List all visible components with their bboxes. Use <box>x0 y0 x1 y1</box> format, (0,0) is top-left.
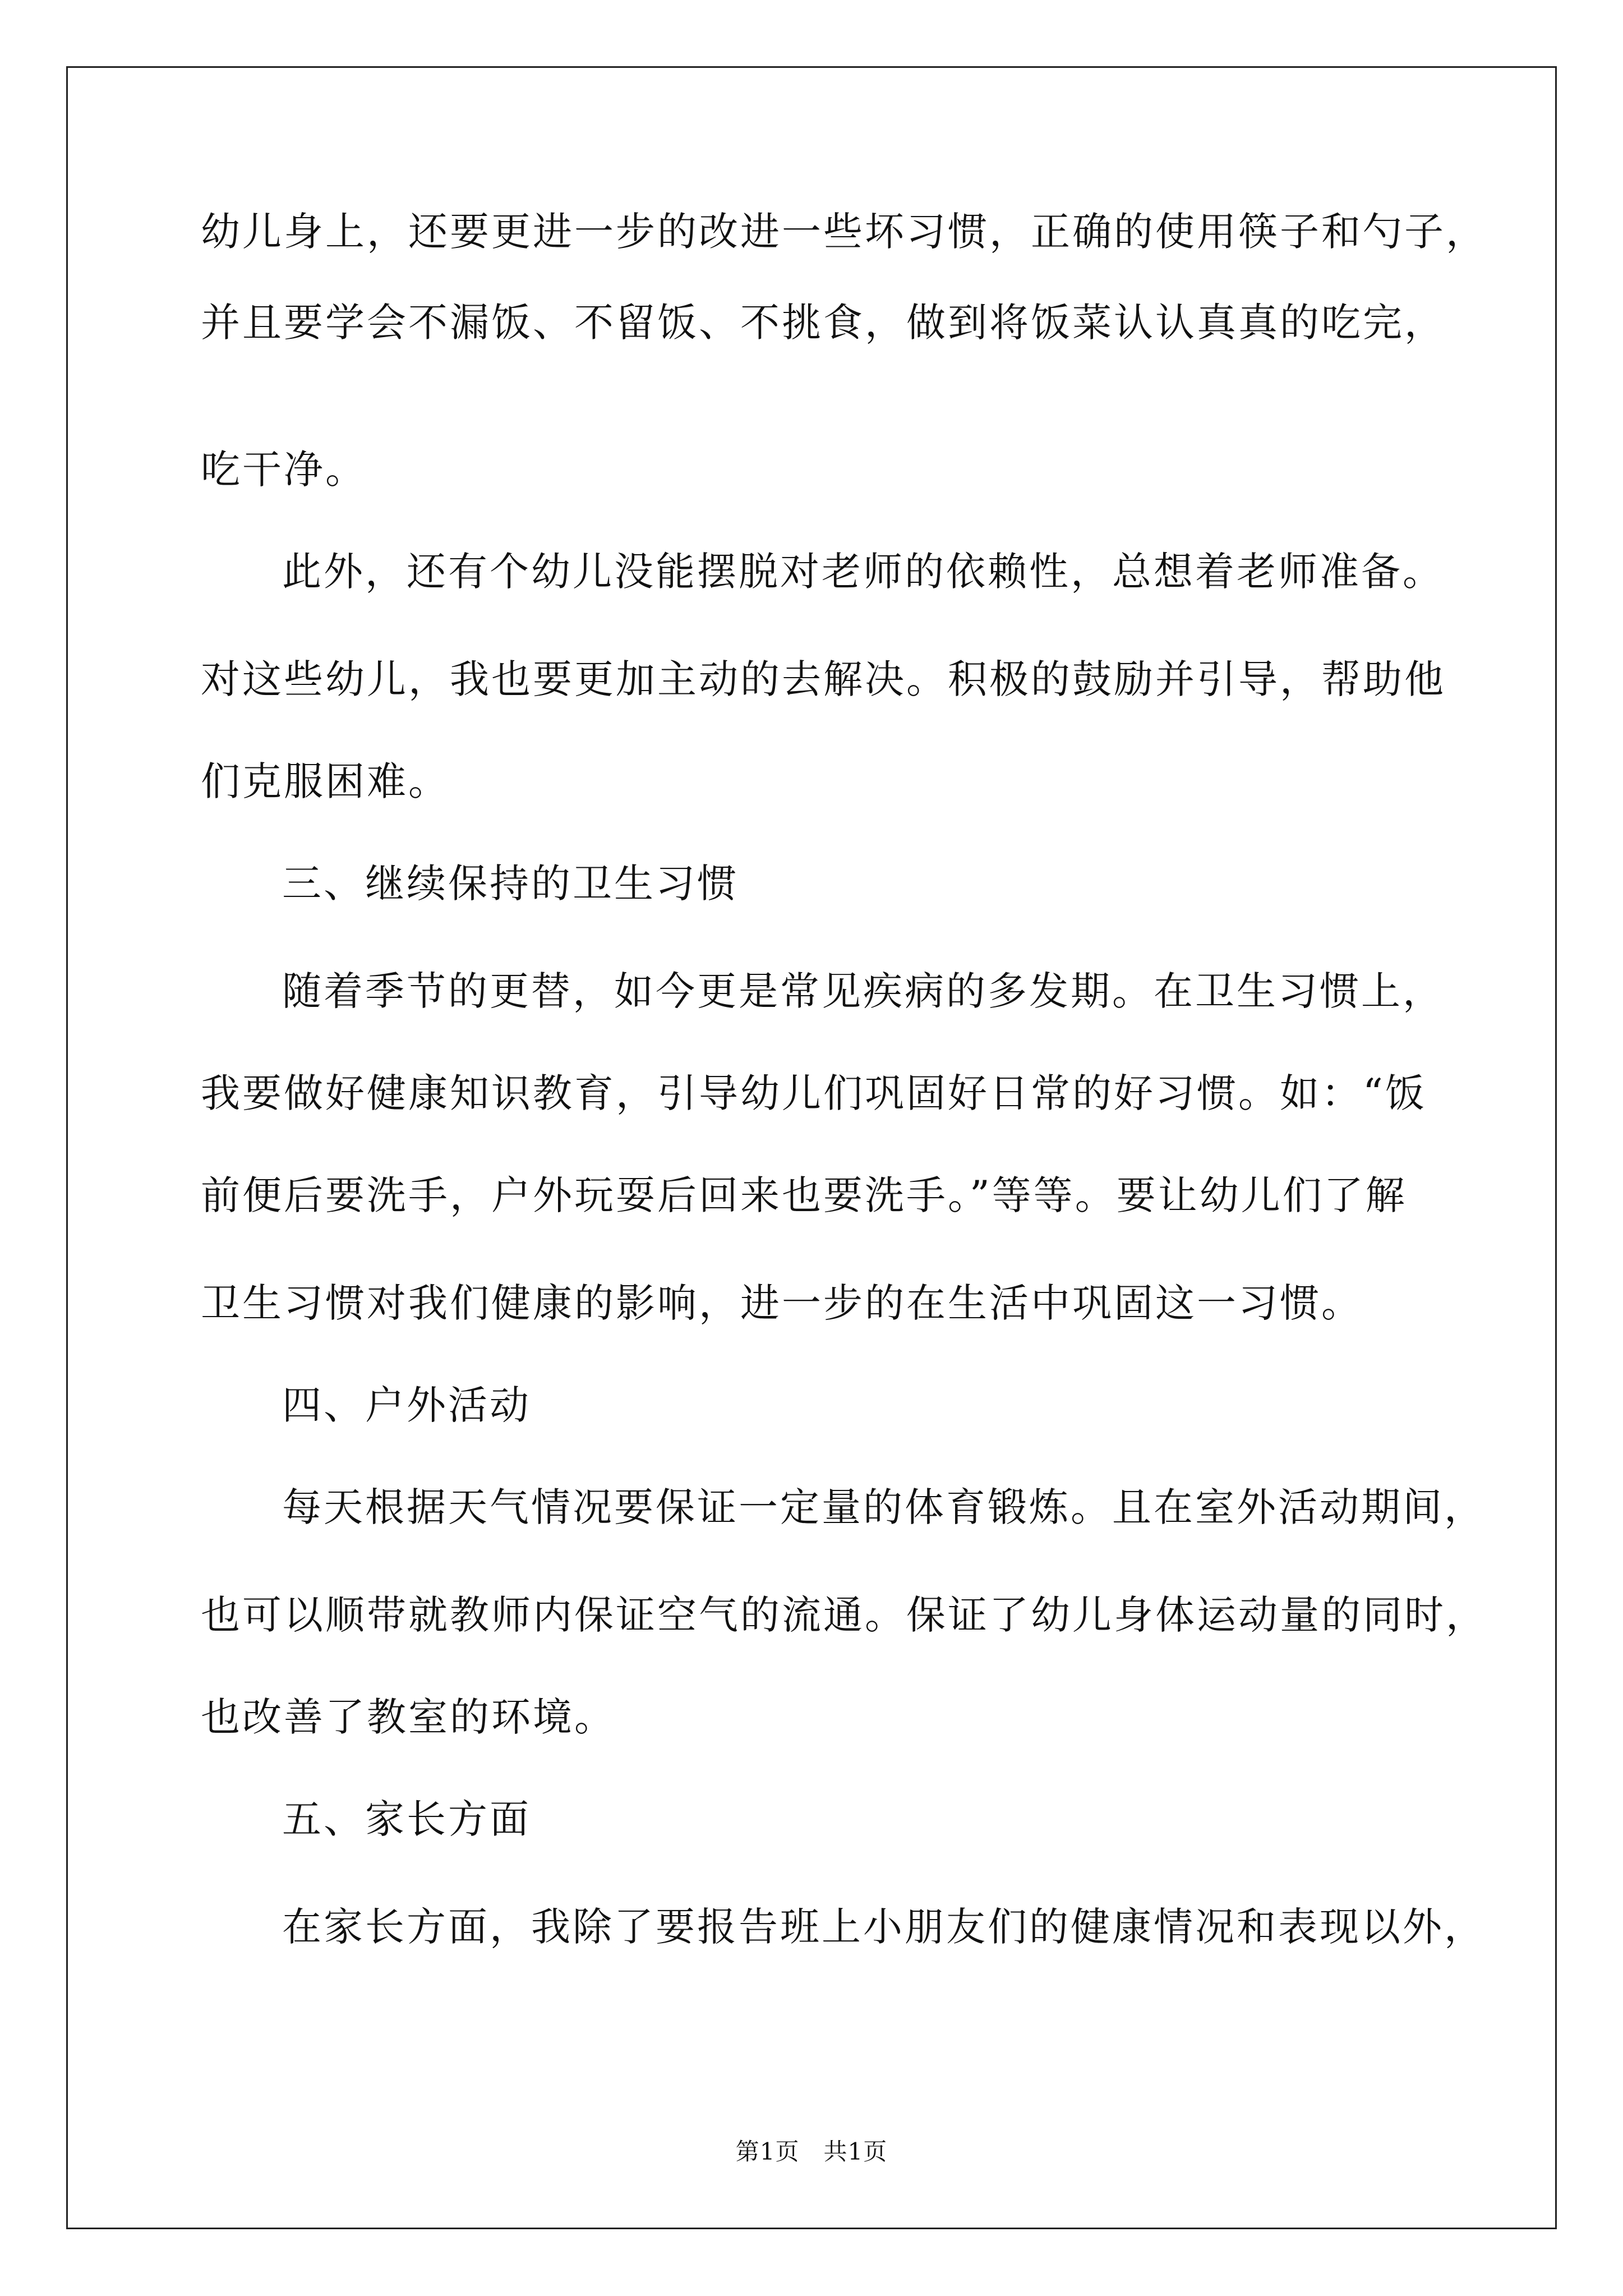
section-heading: 四、户外活动 <box>282 1382 531 1428</box>
section-heading: 五、家长方面 <box>282 1796 531 1842</box>
text-line: 我要做好健康知识教育，引导幼儿们巩固好日常的好习惯。如：“饭 <box>201 1070 1427 1116</box>
paragraph-start: 随着季节的更替，如今更是常见疾病的多发期。在卫生习惯上， <box>282 968 1444 1014</box>
page-footer: 第1页 共1页 <box>735 2138 888 2165</box>
section-heading: 三、继续保持的卫生习惯 <box>282 861 739 907</box>
paragraph-start: 每天根据天气情况要保证一定量的体育锻炼。且在室外活动期间， <box>282 1484 1486 1530</box>
text-line: 幼儿身上，还要更进一步的改进一些坏习惯，正确的使用筷子和勺子， <box>201 209 1487 255</box>
text-line: 也可以顺带就教师内保证空气的流通。保证了幼儿身体运动量的同时， <box>201 1592 1487 1638</box>
text-line: 前便后要洗手，户外玩耍后回来也要洗手。”等等。要让幼儿们了解 <box>201 1172 1407 1218</box>
text-line: 卫生习惯对我们健康的影响，进一步的在生活中巩固这一习惯。 <box>201 1280 1363 1326</box>
text-line: 并且要学会不漏饭、不留饭、不挑食，做到将饭菜认认真真的吃完， <box>201 300 1446 346</box>
paragraph-start: 在家长方面，我除了要报告班上小朋友们的健康情况和表现以外， <box>282 1904 1486 1950</box>
text-line: 们克服困难。 <box>201 758 450 804</box>
paragraph-start: 此外，还有个幼儿没能摆脱对老师的依赖性，总想着老师准备。 <box>282 549 1444 595</box>
text-line: 也改善了教室的环境。 <box>201 1694 616 1740</box>
text-line: 对这些幼儿，我也要更加主动的去解决。积极的鼓励并引导，帮助他 <box>201 656 1446 702</box>
text-line: 吃干净。 <box>201 447 367 493</box>
